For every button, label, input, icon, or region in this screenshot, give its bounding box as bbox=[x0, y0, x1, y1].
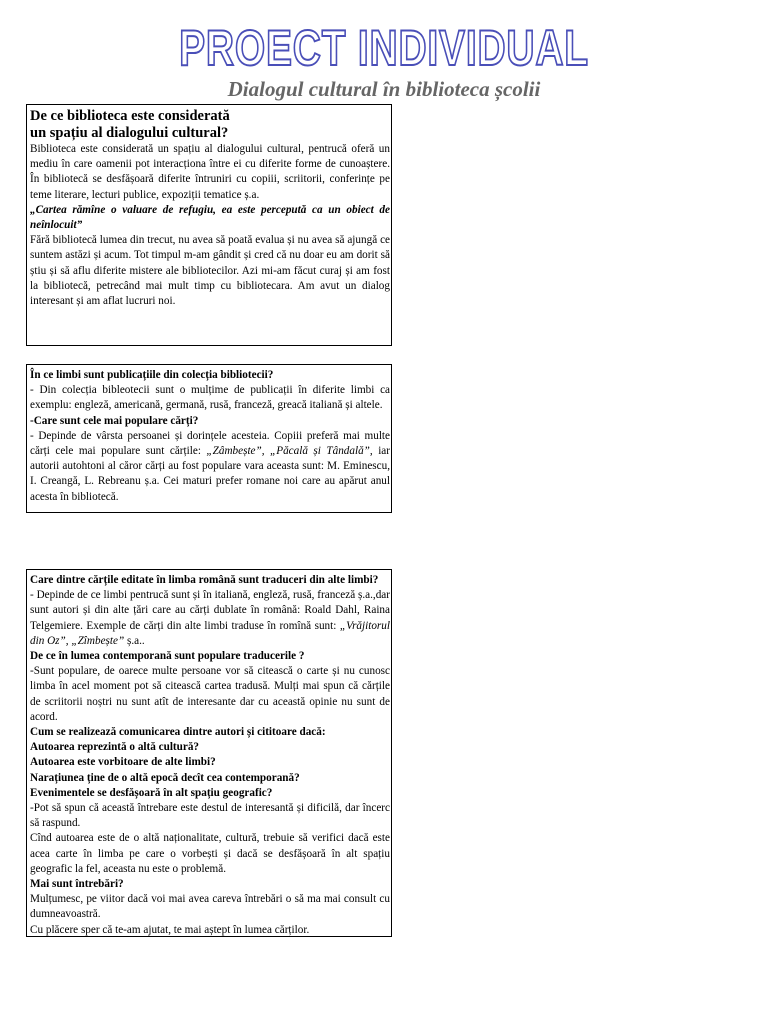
paragraph: Biblioteca este considerată un spațiu al dialogului cultural, pentrucă oferă un mediu în care oamenii pot interacționa între ei cu diferite forme de cunoaștere. În bibliotecă se desfășoară diferite întruniri cu copiii, scriitorii, conferințe pe teme literare, lecturi publice, expoziții tematice ș.a. bbox=[30, 143, 390, 201]
sub-question: Narațiunea ține de o altă epocă decît cea contemporană? bbox=[30, 771, 300, 784]
answer-text: ș.a.. bbox=[124, 634, 145, 647]
answer: Cu plăcere sper că te-am ajutat, te mai aștept în lumea cărților. bbox=[30, 923, 310, 936]
answer: Mulțumesc, pe viitor dacă voi mai avea careva întrebări o să ma mai consult cu dumneavoastră. bbox=[30, 893, 390, 921]
page-subtitle: Dialogul cultural în biblioteca școlii bbox=[227, 77, 541, 101]
section-heading: un spațiu al dialogului cultural? bbox=[30, 125, 229, 141]
question: În ce limbi sunt publicațiile din colecția bibliotecii? bbox=[30, 369, 274, 381]
question: Cum se realizează comunicarea dintre autori și cititoare dacă: bbox=[30, 726, 326, 739]
page-title: PROECT INDIVIDUAL bbox=[179, 20, 589, 76]
answer: -Sunt populare, de oarece multe persoane vor să citească o carte și nu cunosc limba în acel moment pot să citească cartea tradusă. Mulți mai spun că cărțile de scriitorii noștri nu sunt atît de interesante dar cu această opinie nu sunt de acord. bbox=[30, 665, 390, 723]
answer bbox=[30, 588, 390, 649]
answer: - Din colecția bibleotecii sunt o mulțime de publicații în diferite limbi ca exemplu: engleză, americană, germană, rusă, franceză, greacă italiană și altele. bbox=[30, 384, 390, 412]
question: Mai sunt întrebări? bbox=[30, 878, 124, 891]
answer-text: iar autorii autohtoni al căror cărți au fost populare vara aceasta sunt: M. Eminescu, I. Creangă, L. Rebreanu ș.a. Cei maturi prefer romane noi care au apărut anul acesta în bibliotecă. bbox=[30, 445, 390, 503]
question: -Care sunt cele mai populare cărți? bbox=[30, 414, 199, 427]
section-collection-languages bbox=[26, 364, 392, 513]
answer: -Pot să spun că această întrebare este destul de interesantă și dificilă, dar încerc să raspund. bbox=[30, 802, 390, 830]
paragraph: Fără bibliotecă lumea din trecut, nu avea să poată evalua și nu avea să ajungă ce suntem astăzi și acum. Tot timpul m-am gândit și cred că nu doar eu am dorit să știu și să aflu diferite mistere ale bibliotecilor. Azi mi-am făcut curaj și am fost la bibliotecă, petrecând mai mult timp cu bibliotecara. Am avut un dialog interesant și am aflat lucruri noi. bbox=[30, 234, 390, 308]
book-titles: „Vrăjitorul din Oz”, „Zîmbește” bbox=[30, 619, 390, 647]
book-titles: „Zâmbește”, „Păcală și Tândală”, bbox=[206, 445, 373, 458]
quote: „Cartea rămîne o valuare de refugiu, ea este percepută ca un obiect de neînlocuit” bbox=[30, 203, 390, 232]
section-translations bbox=[26, 569, 392, 937]
question: De ce în lumea contemporană sunt populare traducerile ? bbox=[30, 650, 305, 663]
sub-question: Autoarea este vorbitoare de alte limbi? bbox=[30, 756, 216, 769]
answer bbox=[30, 429, 390, 505]
sub-question: Autoarea reprezintă o altă cultură? bbox=[30, 741, 200, 754]
answer-text: - Depinde de ce limbi pentrucă sunt și în italiană, engleză, rusă, franceză ș.a.,dar sunt autori și din alte țări care au cărți dublate în română: Roald Dahl, Raina Telgemiere. Exemple de cărți din alte limbi traduse în romînă sunt: bbox=[30, 589, 390, 632]
section-library-dialogue bbox=[26, 104, 392, 346]
sub-question: Evenimentele se desfășoară în alt spațiu geografic? bbox=[30, 786, 273, 799]
question: Care dintre cărțile editate în limba română sunt traduceri din alte limbi? bbox=[30, 574, 379, 586]
answer: Cînd autoarea este de o altă naționalitate, cultură, trebuie să verifici dacă este acea carte în limba pe care o vorbești și dacă se desfășoară în alt spațiu geografic la fel, aceasta nu este o problemă. bbox=[30, 832, 390, 875]
answer-text: - Depinde de vârsta persoanei și dorințele acesteia. Copiii preferă mai multe cărți cele mai populare sunt cărțile: bbox=[30, 429, 390, 458]
section-heading: De ce biblioteca este considerată bbox=[30, 108, 230, 124]
